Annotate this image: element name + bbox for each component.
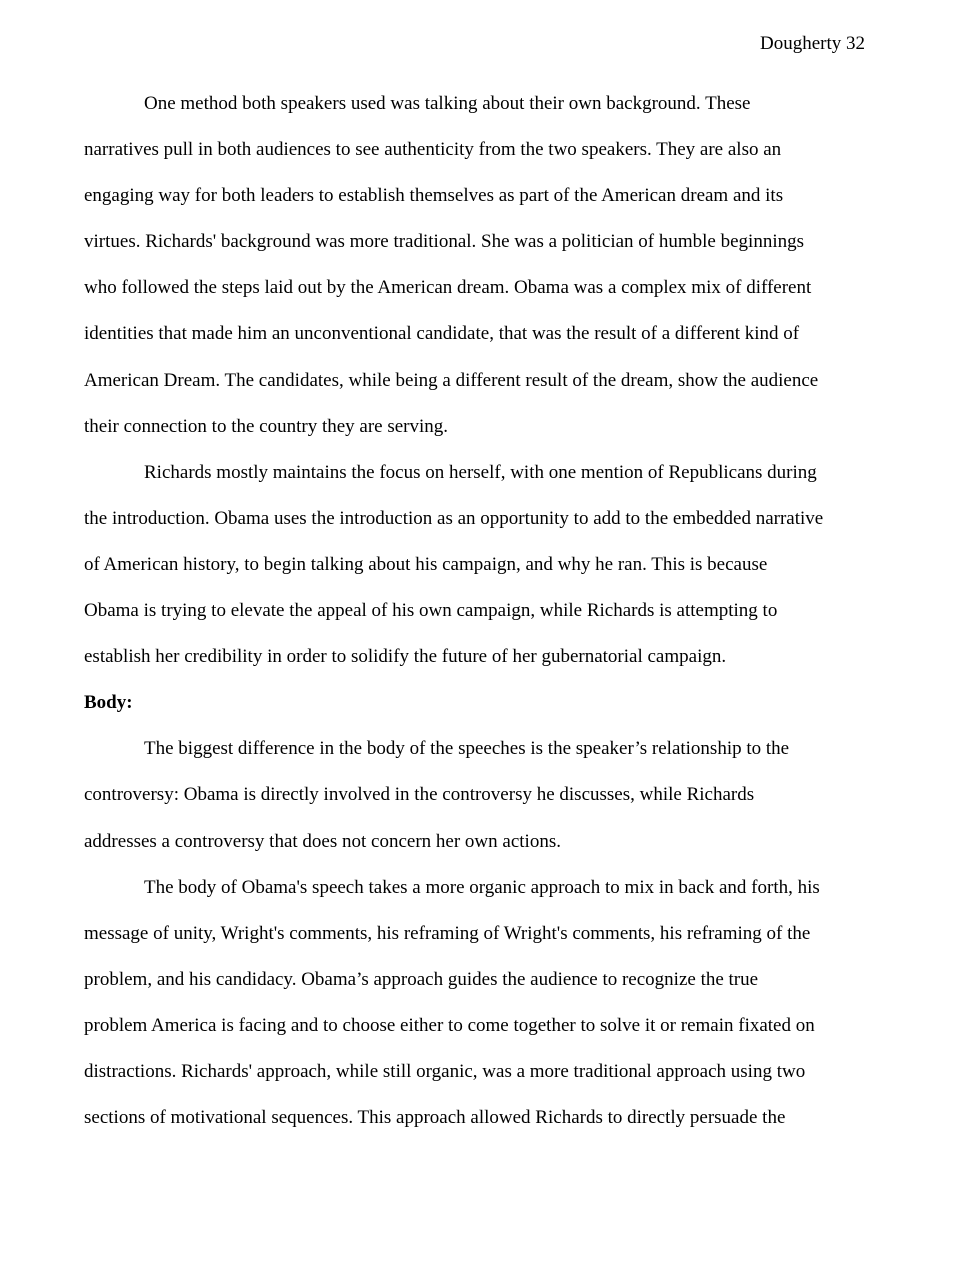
text-line: engaging way for both leaders to establish themselves as part of the American dream and its — [84, 185, 784, 207]
text-line: problem, and his candidacy. Obama’s approach guides the audience to recognize the true — [84, 968, 759, 990]
text-line: One method both speakers used was talking about their own background. These — [144, 93, 751, 114]
text-line: establish her credibility in order to solidify the future of her gubernatorial campaign. — [84, 646, 727, 668]
text-line: virtues. Richards' background was more traditional. She was a politician of humble beginnings — [84, 231, 804, 253]
paragraph-body-approach — [84, 876, 884, 1153]
running-head: Dougherty 32 — [759, 33, 865, 54]
text-line: Richards mostly maintains the focus on herself, with one mention of Republicans during — [144, 461, 817, 483]
paragraph-biggest-difference — [84, 737, 884, 875]
paragraph-background — [84, 92, 884, 461]
text-line: The body of Obama's speech takes a more organic approach to mix in back and forth, his — [144, 876, 820, 898]
text-line: Obama is trying to elevate the appeal of his own campaign, while Richards is attempting to — [84, 600, 778, 622]
text-line: sections of motivational sequences. This approach allowed Richards to directly persuade the — [84, 1107, 786, 1129]
text-line: the introduction. Obama uses the introduction as an opportunity to add to the embedded narrative — [84, 507, 824, 529]
section-heading-body: Body: — [84, 692, 133, 714]
text-line: identities that made him an unconventional candidate, that was the result of a different kind of — [84, 323, 800, 345]
text-line: of American history, to begin talking about his campaign, and why he ran. This is because — [84, 553, 768, 575]
text-line: addresses a controversy that does not concern her own actions. — [84, 830, 561, 852]
text-line: narratives pull in both audiences to see authenticity from the two speakers. They are also an — [84, 139, 782, 161]
text-line: controversy: Obama is directly involved in the controversy he discusses, while Richards — [84, 784, 755, 806]
text-line: problem America is facing and to choose either to come together to solve it or remain fixated on — [84, 1014, 815, 1036]
text-line: who followed the steps laid out by the American dream. Obama was a complex mix of different — [84, 277, 812, 299]
text-line: their connection to the country they are serving. — [84, 415, 449, 437]
text-line: message of unity, Wright's comments, his reframing of Wright's comments, his reframing of the — [84, 922, 811, 944]
text-line: distractions. Richards' approach, while still organic, was a more traditional approach using two — [84, 1060, 806, 1082]
text-line: American Dream. The candidates, while being a different result of the dream, show the audience — [84, 369, 819, 391]
text-line: The biggest difference in the body of the speeches is the speaker’s relationship to the — [144, 738, 790, 760]
document-body — [84, 92, 884, 1152]
paragraph-introduction-focus — [84, 461, 884, 691]
